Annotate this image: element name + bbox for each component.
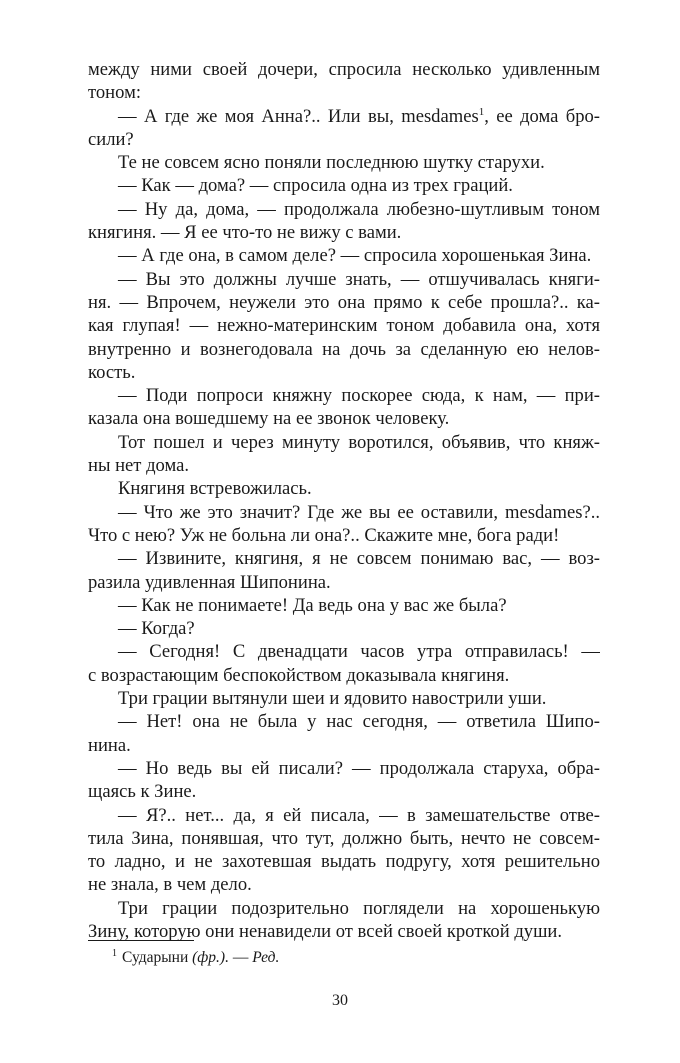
text-line bbox=[88, 687, 600, 710]
line-text: Три грации вытянули шеи и ядовито навострили уши. bbox=[118, 688, 547, 710]
text-line bbox=[88, 268, 600, 291]
line-text: — Я?.. нет... да, я ей писала, — в замешательстве отве- bbox=[118, 804, 600, 826]
line-text: ня. — Впрочем, неужели это она прямо к себе прошла?.. ка- bbox=[88, 291, 600, 313]
line-text: — Когда? bbox=[118, 618, 195, 640]
text-line bbox=[88, 105, 600, 128]
footnote-editor: Ред. bbox=[252, 949, 280, 966]
line-text: — Сегодня! С двенадцати часов утра отправилась! — bbox=[118, 641, 600, 663]
text-line bbox=[88, 873, 600, 896]
line-text: — А где она, в самом деле? — спросила хорошенькая Зина. bbox=[118, 245, 592, 267]
text-line bbox=[88, 81, 600, 104]
text-line bbox=[88, 710, 600, 733]
text-line bbox=[88, 128, 600, 151]
footnote bbox=[112, 948, 279, 968]
text-line bbox=[88, 244, 600, 267]
line-text: кость. bbox=[88, 361, 136, 383]
line-text: то ладно, и не захотевшая выдать подругу, хотя решительно bbox=[88, 851, 600, 873]
page-number: 30 bbox=[332, 992, 348, 1009]
line-text: Три грации подозрительно поглядели на хорошенькую bbox=[118, 897, 600, 919]
line-text: тила Зина, понявшая, что тут, должно быть, нечто не совсем- bbox=[88, 827, 600, 849]
text-line bbox=[88, 314, 600, 337]
line-text: сили? bbox=[88, 128, 134, 150]
line-text: между ними своей дочери, спросила несколько удивленным bbox=[88, 59, 600, 80]
line-text: Княгиня встревожилась. bbox=[118, 478, 312, 500]
line-text: не знала, в чем дело. bbox=[88, 874, 252, 896]
line-text: с возрастающим беспокойством доказывала княгиня. bbox=[88, 664, 510, 686]
text-line bbox=[88, 58, 600, 81]
line-text: — Поди попроси княжну поскорее сюда, к нам, — при- bbox=[118, 385, 600, 407]
footnote-separator: — bbox=[228, 949, 253, 966]
text-line bbox=[88, 174, 600, 197]
line-text: Зину, которую они ненавидели от всей своей кроткой души. bbox=[88, 920, 563, 942]
line-text: — Извините, княгиня, я не совсем понимаю вас, — воз- bbox=[118, 548, 600, 570]
text-line bbox=[88, 221, 600, 244]
line-text: казала она вошедшему на ее звонок человеку. bbox=[88, 408, 450, 430]
footnote-reference: 1 bbox=[478, 105, 485, 118]
text-line bbox=[88, 361, 600, 384]
text-line bbox=[88, 547, 600, 570]
footnote-marker: 1 bbox=[112, 948, 117, 959]
body-text bbox=[88, 58, 600, 943]
line-text: — Как — дома? — спросила одна из трех граций. bbox=[118, 175, 513, 197]
text-line bbox=[88, 338, 600, 361]
text-line bbox=[88, 407, 600, 430]
text-line bbox=[88, 454, 600, 477]
text-line bbox=[88, 850, 600, 873]
text-line bbox=[88, 734, 600, 757]
text-line bbox=[88, 501, 600, 524]
line-text: Что с нею? Уж не больна ли она?.. Скажите мне, бога ради! bbox=[88, 524, 560, 546]
line-text: нина. bbox=[88, 734, 131, 756]
text-line bbox=[88, 594, 600, 617]
line-text: Тот пошел и через минуту воротился, объявив, что княж- bbox=[118, 431, 600, 453]
line-text: — А где же моя Анна?.. Или вы, mesdames bbox=[118, 105, 479, 127]
line-text: внутренно и вознегодовала на дочь за сделанную ею нелов- bbox=[88, 338, 600, 360]
line-text: — Нет! она не была у нас сегодня, — ответила Шипо- bbox=[118, 711, 600, 733]
text-line bbox=[88, 757, 600, 780]
text-line bbox=[88, 827, 600, 850]
line-text-continuation: , ее дома бро- bbox=[484, 105, 600, 127]
text-line bbox=[88, 151, 600, 174]
text-line bbox=[88, 640, 600, 663]
line-text: — Что же это значит? Где же вы ее оставили, mesdames?.. bbox=[118, 501, 600, 523]
line-text: кая глупая! — нежно-материнским тоном добавила она, хотя bbox=[88, 315, 600, 337]
text-line bbox=[88, 524, 600, 547]
text-line bbox=[88, 571, 600, 594]
text-line bbox=[88, 897, 600, 920]
text-line bbox=[88, 664, 600, 687]
footnote-language: (фр.). bbox=[192, 949, 229, 966]
text-line bbox=[88, 804, 600, 827]
text-line bbox=[88, 617, 600, 640]
line-text: тоном: bbox=[88, 82, 142, 104]
line-text: щаясь к Зине. bbox=[88, 781, 197, 803]
line-text: — Но ведь вы ей писали? — продолжала старуха, обра- bbox=[118, 757, 600, 779]
line-text: княгиня. — Я ее что-то не вижу с вами. bbox=[88, 222, 402, 244]
line-text: разила удивленная Шипонина. bbox=[88, 571, 331, 593]
text-line bbox=[88, 198, 600, 221]
text-line bbox=[88, 384, 600, 407]
line-text: — Ну да, дома, — продолжала любезно-шутливым тоном bbox=[118, 198, 600, 220]
footnote-divider bbox=[88, 940, 194, 941]
footnote-text: Сударыни bbox=[122, 949, 193, 966]
line-text: — Вы это должны лучше знать, — отшучивалась княги- bbox=[118, 268, 600, 290]
line-text: Те не совсем ясно поняли последнюю шутку старухи. bbox=[118, 152, 545, 174]
text-line bbox=[88, 291, 600, 314]
text-line bbox=[88, 477, 600, 500]
text-line bbox=[88, 780, 600, 803]
line-text: ны нет дома. bbox=[88, 455, 190, 477]
text-line bbox=[88, 431, 600, 454]
line-text: — Как не понимаете! Да ведь она у вас же была? bbox=[118, 594, 507, 616]
